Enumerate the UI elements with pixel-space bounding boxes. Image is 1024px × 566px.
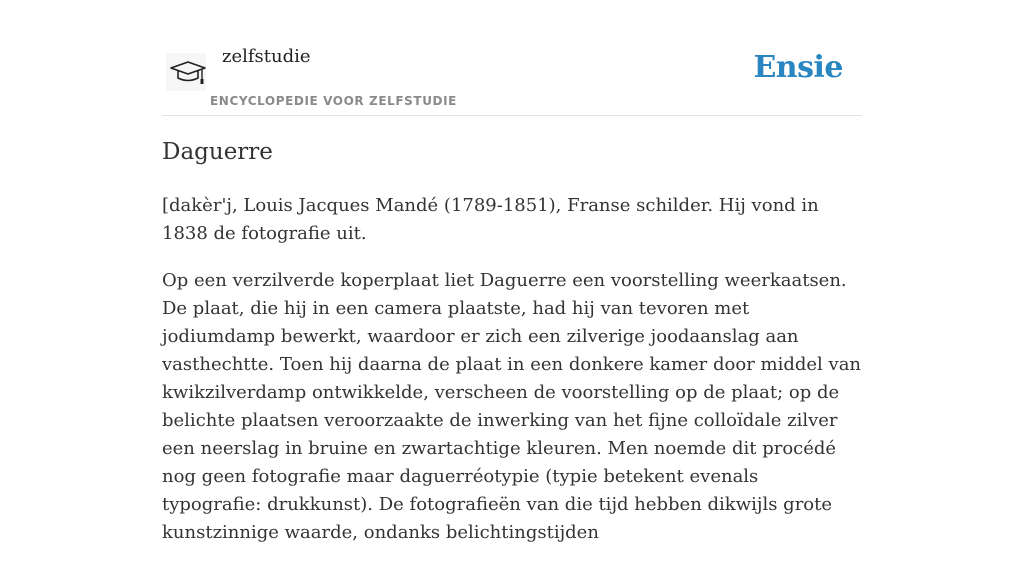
article-paragraph: [dakèr'j, Louis Jacques Mandé (1789-1851), Franse schilder. Hij vond in 1838 de fotografie uit. bbox=[162, 195, 819, 244]
site-logo[interactable] bbox=[166, 53, 206, 91]
article-paragraph: Op een verzilverde koperplaat liet Daguerre een voorstelling weerkaatsen. De plaat, die hij in een camera plaatste, had hij van tevoren met jodiumdamp bewerkt, waardoor er zich een zilverige joodaanslag aan vasthechtte. Toen hij daarna de plaat in een donkere kamer door middel van kwikzilverdamp ontwikkelde, verscheen de voorstelling op de plaat; op de belichte plaatsen veroorzaakte de inwerking van het fijne colloïdale zilver een neerslag in bruine en zwartachtige kleuren. Men noemde dit procédé nog geen fotografie maar daguerréotypie (typie betekent evenals typografie: drukkunst). De fotografieën van die tijd hebben dikwijls grote kunstzinnige waarde, ondanks belichtingstijden bbox=[162, 270, 862, 543]
graduation-cap-icon bbox=[169, 59, 207, 87]
page-container bbox=[162, 0, 862, 543]
site-tagline: ENCYCLOPEDIE VOOR ZELFSTUDIE bbox=[210, 94, 457, 108]
article-body bbox=[162, 192, 862, 566]
page-title: Daguerre bbox=[162, 139, 273, 165]
site-header bbox=[162, 0, 862, 116]
brand-logo-link[interactable]: Ensie bbox=[753, 50, 843, 85]
site-name[interactable]: zelfstudie bbox=[222, 46, 311, 67]
